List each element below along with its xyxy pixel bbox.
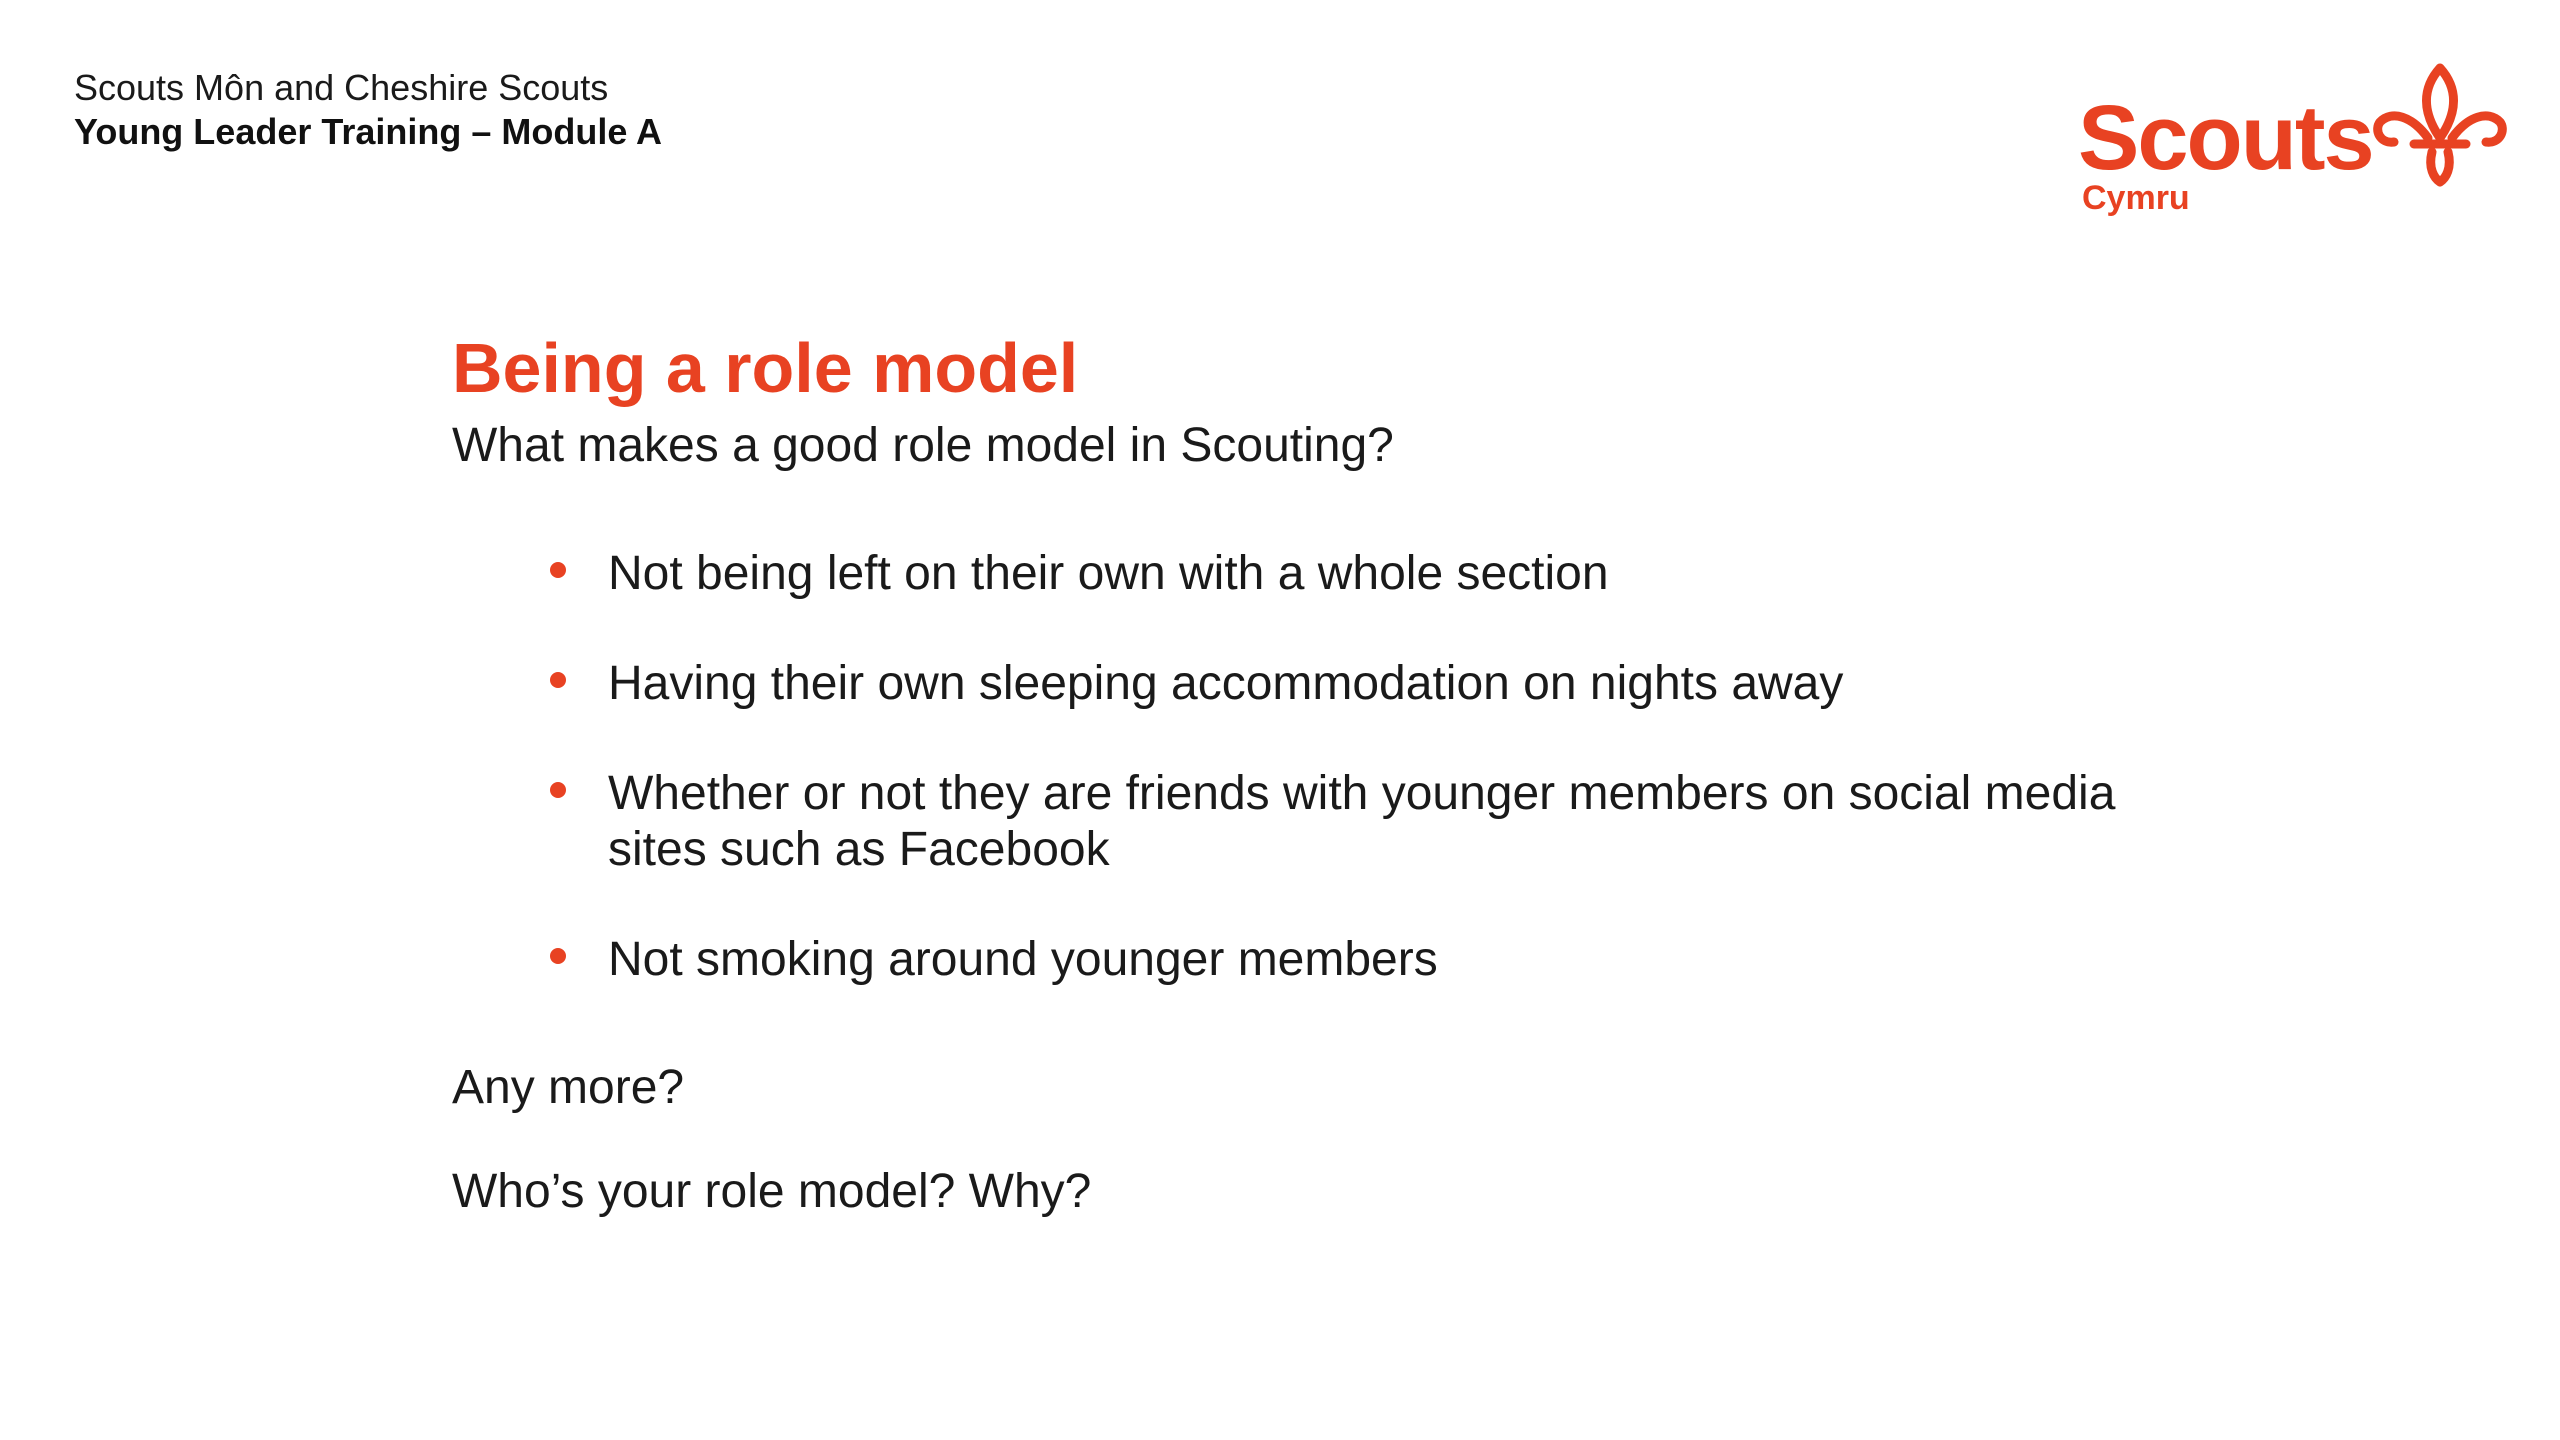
- bullet-text: Having their own sleeping accommodation on nights away: [608, 657, 1844, 710]
- followup-question: Any more?: [452, 1061, 685, 1114]
- bullet-text: Not smoking around younger members: [608, 933, 1438, 986]
- bullet-text: Not being left on their own with a whole section: [608, 547, 1609, 600]
- bullet-list: [452, 546, 2252, 988]
- fleur-de-lis-icon: [2370, 60, 2510, 190]
- slide-header: [74, 66, 662, 154]
- list-item: [550, 656, 2252, 712]
- slide-title: Being a role model: [452, 329, 1079, 407]
- bullet-dot-icon: [550, 948, 566, 964]
- organisation-name: Scouts Môn and Cheshire Scouts: [74, 67, 609, 108]
- list-item: [550, 766, 2252, 878]
- list-item: [550, 546, 2252, 602]
- list-item: [550, 932, 2252, 988]
- slide-content: [452, 326, 2252, 1222]
- module-title: Young Leader Training – Module A: [74, 111, 663, 152]
- bullet-dot-icon: [550, 782, 566, 798]
- bullet-dot-icon: [550, 562, 566, 578]
- bullet-dot-icon: [550, 672, 566, 688]
- logo-wordmark: Scouts: [2078, 87, 2373, 189]
- logo-subtitle: Cymru: [2082, 179, 2190, 217]
- followup-question: Who’s your role model? Why?: [452, 1165, 1092, 1218]
- bullet-text: Whether or not they are friends with younger members on social media sites such as Facebook: [608, 767, 2116, 876]
- scouts-cymru-logo: [2078, 60, 2518, 230]
- slide-question: What makes a good role model in Scouting?: [452, 419, 1394, 472]
